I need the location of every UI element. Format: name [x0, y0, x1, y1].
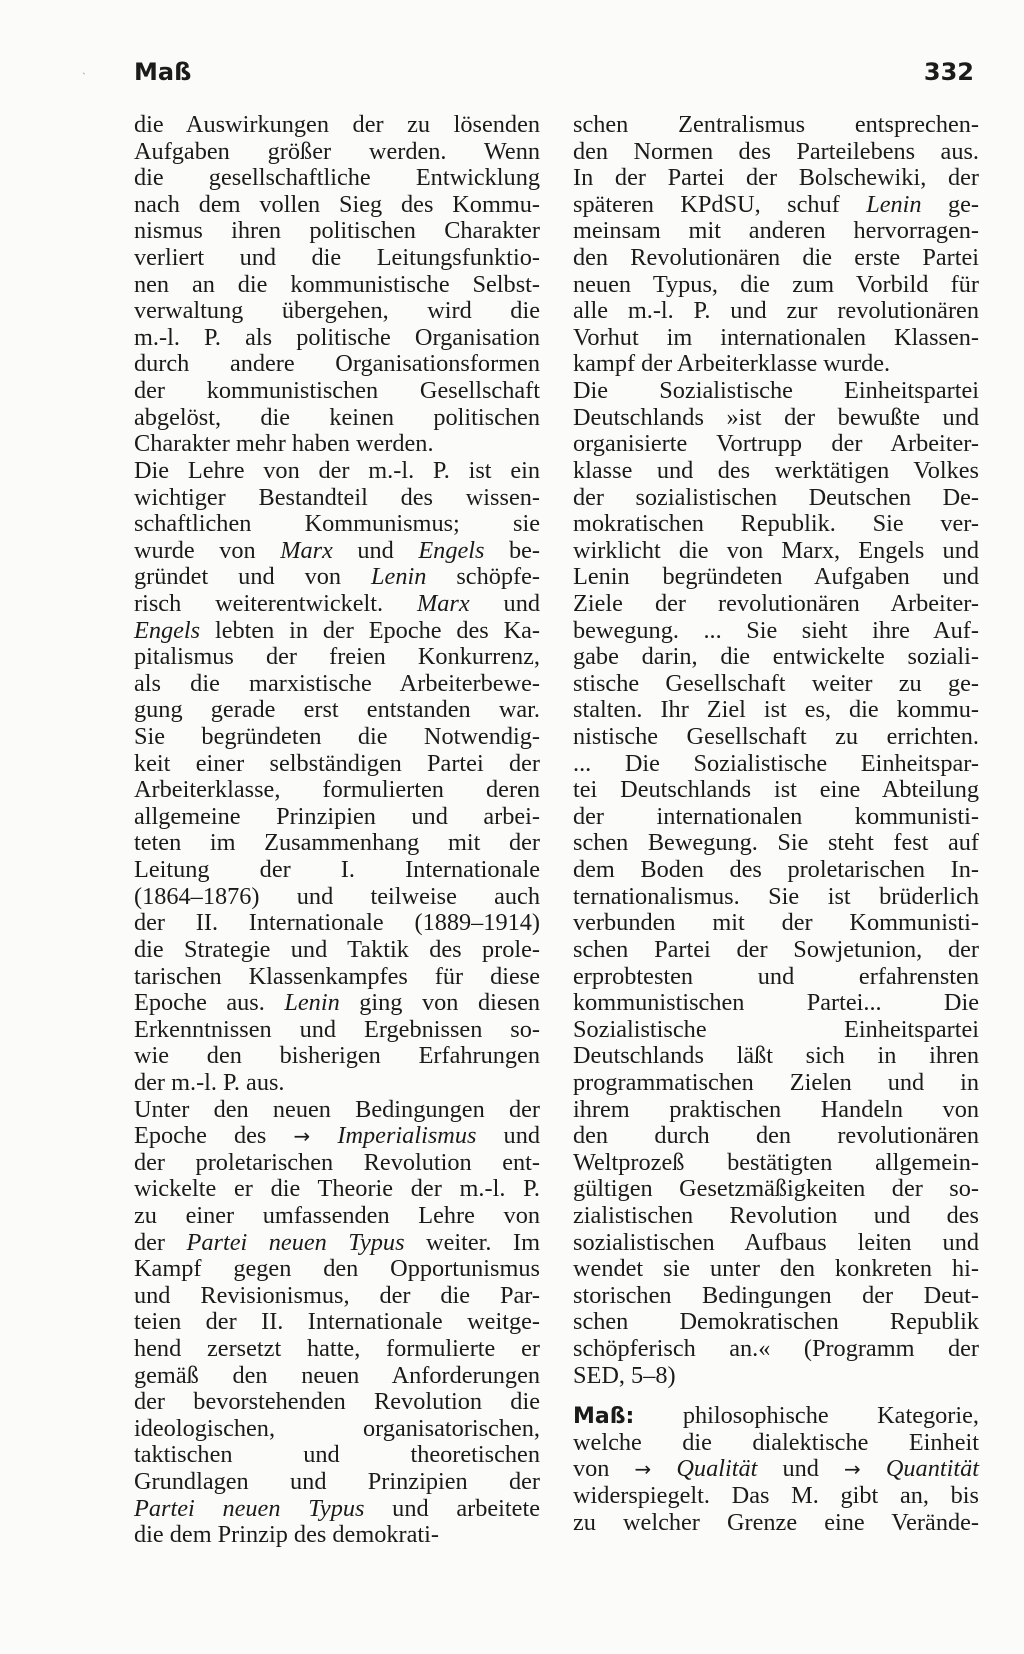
text-line: der internationalen kommunisti-: [573, 802, 979, 830]
text-line: Lenin begründeten Aufgaben und: [573, 563, 979, 591]
right-column: [573, 112, 979, 1536]
text-line: allgemeine Prinzipien und arbei-: [134, 802, 540, 830]
text-line: widerspiegelt. Das M. gibt an, bis: [573, 1482, 979, 1510]
text-line: neuen Typus, die zum Vorbild für: [573, 270, 979, 298]
text-line: gründet und von Lenin schöpfe-: [134, 563, 540, 591]
text-line: ihrem praktischen Handeln von: [573, 1095, 979, 1123]
text-line: Grundlagen und Prinzipien der: [134, 1468, 540, 1496]
text-line: Die Sozialistische Einheitspartei: [573, 377, 979, 405]
text-line: nistische Gesellschaft zu errichten.: [573, 723, 979, 751]
text-line: Engels lebten in der Epoche des Ka-: [134, 616, 540, 644]
text-line: Ziele der revolutionären Arbeiter-: [573, 589, 979, 617]
text-line: Aufgaben größer werden. Wenn: [134, 137, 540, 165]
text-line: gabe darin, die entwickelte soziali-: [573, 643, 979, 671]
text-line: Epoche aus. Lenin ging von diesen: [134, 989, 541, 1017]
page-header: [134, 58, 974, 94]
entry-mass: [573, 1403, 979, 1536]
text-line: nismus ihren politischen Charakter: [134, 217, 540, 245]
running-headword: Maß: [134, 58, 192, 86]
text-line: klasse und des werktätigen Volkes: [573, 456, 979, 484]
text-line: organisierte Vortrupp der Arbeiter-: [573, 430, 979, 458]
text-line: die Auswirkungen der zu lösenden: [134, 111, 540, 138]
text-line: wendet sie unter den konkreten hi-: [573, 1255, 979, 1283]
text-line: von → Qualität und → Quantität: [573, 1455, 980, 1483]
text-line: wichtiger Bestandteil des wissen-: [134, 483, 540, 511]
text-line: als die marxistische Arbeiterbewe-: [134, 669, 540, 697]
text-line: schen Bewegung. Sie steht fest auf: [573, 829, 979, 857]
text-line: kampf der Arbeiterklasse wurde.: [573, 350, 891, 378]
text-line: sozialistischen Aufbaus leiten und: [573, 1228, 979, 1256]
text-line: durch andere Organisationsformen: [134, 350, 540, 378]
right-column-text: [573, 112, 979, 1389]
entry-first-line-text: philosophische Kategorie,: [682, 1402, 979, 1430]
text-line: gung gerade erst entstanden war.: [134, 696, 540, 724]
text-line: der sozialistischen Deutschen De-: [573, 483, 979, 511]
text-line: der m.-l. P. aus.: [134, 1068, 285, 1096]
text-line: der Partei neuen Typus weiter. Im: [134, 1228, 540, 1256]
text-line: erprobtesten und erfahrensten: [573, 962, 979, 990]
text-line: verwaltung übergehen, wird die: [134, 297, 540, 325]
text-line: die dem Prinzip des demokrati-: [134, 1521, 439, 1549]
text-line: Unter den neuen Bedingungen der: [134, 1095, 540, 1123]
text-line: (1864–1876) und teilweise auch: [134, 882, 540, 910]
text-line: Partei neuen Typus und arbeitete: [134, 1494, 540, 1522]
left-column: [134, 112, 540, 1549]
text-line: abgelöst, die keinen politischen: [134, 403, 540, 431]
text-line: nen an die kommunistische Selbst-: [134, 270, 540, 298]
text-line: ... Die Sozialistische Einheitspar-: [573, 749, 979, 777]
text-line: tei Deutschlands ist eine Abteilung: [573, 776, 979, 804]
text-line: pitalismus der freien Konkurrenz,: [134, 643, 540, 671]
text-line: Sie begründeten die Notwendig-: [134, 723, 540, 751]
entry-gap: [573, 1389, 979, 1403]
text-line: meinsam mit anderen hervorragen-: [573, 217, 979, 245]
text-line: gültigen Gesetzmäßigkeiten der so-: [573, 1175, 979, 1203]
text-line: dem Boden des proletarischen In-: [573, 856, 979, 884]
text-line: programmatischen Zielen und in: [573, 1068, 979, 1096]
text-line: taktischen und theoretischen: [134, 1441, 540, 1469]
text-line: verbunden mit der Kommunisti-: [573, 909, 979, 937]
text-line: stische Gesellschaft weiter zu ge-: [573, 669, 979, 697]
text-line: der bevorstehenden Revolution die: [134, 1388, 540, 1416]
text-line: Deutschlands »ist der bewußte und: [573, 403, 979, 431]
text-line: alle m.-l. P. und zur revolutionären: [573, 297, 979, 325]
text-line: Epoche des → Imperialismus und: [134, 1122, 540, 1150]
text-line: verliert und die Leitungsfunktio-: [134, 244, 540, 272]
text-line: risch weiterentwickelt. Marx und: [134, 589, 540, 617]
text-line: ternationalismus. Sie ist brüderlich: [573, 882, 979, 910]
text-line: Deutschlands läßt sich in ihren: [573, 1042, 979, 1070]
page-number: 332: [923, 58, 974, 86]
text-line: In der Partei der Bolschewiki, der: [573, 164, 979, 192]
text-line: zu welcher Grenze eine Verände-: [573, 1508, 979, 1536]
text-line: wie den bisherigen Erfahrungen: [134, 1042, 540, 1070]
text-line: Vorhut im internationalen Klassen-: [573, 323, 979, 351]
text-line: der proletarischen Revolution ent-: [134, 1148, 540, 1176]
text-line: wurde von Marx und Engels be-: [134, 536, 541, 564]
text-line: die Strategie und Taktik des prole-: [134, 935, 540, 963]
text-line: storischen Bedingungen der Deut-: [573, 1281, 979, 1309]
text-line: gemäß den neuen Anforderungen: [134, 1361, 540, 1389]
text-line: Kampf gegen den Opportunismus: [134, 1255, 540, 1283]
text-line: Arbeiterklasse, formulierten deren: [134, 776, 540, 804]
text-line: keit einer selbständigen Partei der: [134, 749, 540, 777]
text-line: teten im Zusammenhang mit der: [134, 829, 540, 857]
text-line: den Revolutionären die erste Partei: [573, 244, 979, 272]
text-line: der kommunistischen Gesellschaft: [134, 377, 540, 405]
text-line: der II. Internationale (1889–1914): [134, 909, 540, 937]
text-line: zu einer umfassenden Lehre von: [134, 1201, 540, 1229]
scan-speck: ˋ: [82, 70, 86, 84]
text-line: welche die dialektische Einheit: [573, 1428, 979, 1456]
text-line: ideologischen, organisatorischen,: [134, 1414, 540, 1442]
text-line: stalten. Ihr Ziel ist es, die kommu-: [573, 696, 979, 724]
text-line: tarischen Klassenkampfes für diese: [134, 962, 540, 990]
text-line: m.-l. P. als politische Organisation: [134, 323, 540, 351]
text-line: Charakter mehr haben werden.: [134, 430, 434, 458]
text-line: zialistischen Revolution und des: [573, 1201, 979, 1229]
text-line: die gesellschaftliche Entwicklung: [134, 164, 540, 192]
text-line: Erkenntnissen und Ergebnissen so-: [134, 1015, 540, 1043]
text-line: schen Demokratischen Republik: [573, 1308, 979, 1336]
text-line: schen Partei der Sowjetunion, der: [573, 935, 979, 963]
text-line: teien der II. Internationale weitge-: [134, 1308, 540, 1336]
text-line: den Normen des Parteilebens aus.: [573, 137, 979, 165]
text-line: bewegung. ... Sie sieht ihre Auf-: [573, 616, 979, 644]
text-line: und Revisionismus, der die Par-: [134, 1281, 540, 1309]
entry-first-line: [573, 1403, 979, 1430]
text-line: schen Zentralismus entsprechen-: [573, 111, 979, 138]
entry-headword: Maß:: [573, 1404, 635, 1430]
text-line: schaftlichen Kommunismus; sie: [134, 510, 540, 538]
text-line: Weltprozeß bestätigten allgemein-: [573, 1148, 979, 1176]
text-line: späteren KPdSU, schuf Lenin ge-: [573, 190, 979, 218]
text-line: kommunistischen Partei... Die: [573, 989, 979, 1017]
text-line: Sozialistische Einheitspartei: [573, 1015, 979, 1043]
text-line: Die Lehre von der m.-l. P. ist ein: [134, 456, 540, 484]
text-line: hend zersetzt hatte, formulierte er: [134, 1335, 540, 1363]
text-line: schöpferisch an.« (Programm der: [573, 1335, 979, 1363]
text-line: nach dem vollen Sieg des Kommu-: [134, 190, 540, 218]
text-line: Leitung der I. Internationale: [134, 856, 540, 884]
text-line: SED, 5–8): [573, 1361, 676, 1389]
text-line: wickelte er die Theorie der m.-l. P.: [134, 1175, 540, 1203]
text-line: den durch den revolutionären: [573, 1122, 979, 1150]
text-line: wirklicht die von Marx, Engels und: [573, 536, 979, 564]
text-line: mokratischen Republik. Sie ver-: [573, 510, 979, 538]
